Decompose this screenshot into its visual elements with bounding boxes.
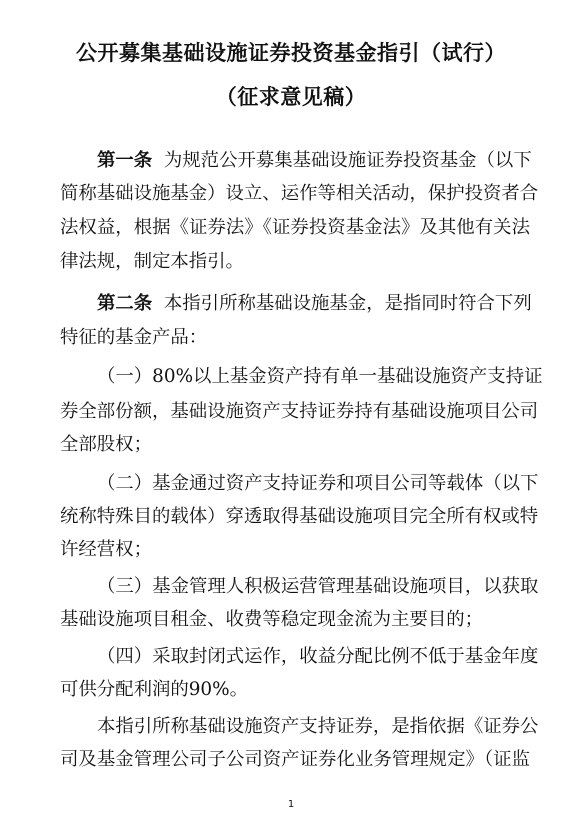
- article-1-line-3: 法权益，根据《证券法》《证券投资基金法》及其他有关法: [60, 217, 530, 238]
- document-title: 公开募集基础设施证券投资基金指引（试行）: [76, 40, 506, 65]
- article-1-label: 第一条: [97, 150, 153, 171]
- paragraph-3-line-1: 本指引所称基础设施资产支持证券，是指依据《证券公: [97, 716, 539, 737]
- article-1-line-4: 律法规，制定本指引。: [60, 251, 244, 272]
- item-1-line-2: 券全部份额，基础设施资产支持证券持有基础设施项目公司: [60, 401, 539, 422]
- article-2-line-2: 特征的基金产品：: [60, 327, 208, 348]
- article-1-line-1: 第一条 为规范公开募集基础设施证券投资基金（以下: [97, 150, 532, 171]
- item-1-line-3: 全部股权；: [60, 434, 152, 455]
- item-2-line-1: （二）基金通过资产支持证券和项目公司等载体（以下: [97, 473, 539, 494]
- item-2-line-3: 许经营权；: [60, 539, 152, 560]
- article-2-line-1: 第二条 本指引所称基础设施基金，是指同时符合下列: [97, 293, 532, 314]
- item-3-line-2: 基础设施项目租金、收费等稳定现金流为主要目的；: [60, 609, 483, 630]
- item-2-line-2: 统称特殊目的载体）穿透取得基础设施项目完全所有权或特: [60, 506, 539, 527]
- document-subtitle: （征求意见稿）: [215, 84, 367, 109]
- item-4-line-2: 可供分配利润的90%。: [60, 679, 249, 700]
- article-1-line-2: 简称基础设施基金）设立、运作等相关活动，保护投资者合: [60, 183, 539, 204]
- paragraph-3-line-2: 司及基金管理公司子公司资产证券化业务管理规定》（证监: [60, 749, 530, 770]
- item-3-line-1: （三）基金管理人积极运营管理基础设施项目，以获取: [97, 576, 539, 597]
- page-number: 1: [287, 799, 295, 810]
- item-1-line-1: （一）80%以上基金资产持有单一基础设施资产支持证: [97, 366, 543, 387]
- article-2-label: 第二条: [97, 293, 153, 314]
- item-4-line-1: （四）采取封闭式运作，收益分配比例不低于基金年度: [97, 646, 539, 667]
